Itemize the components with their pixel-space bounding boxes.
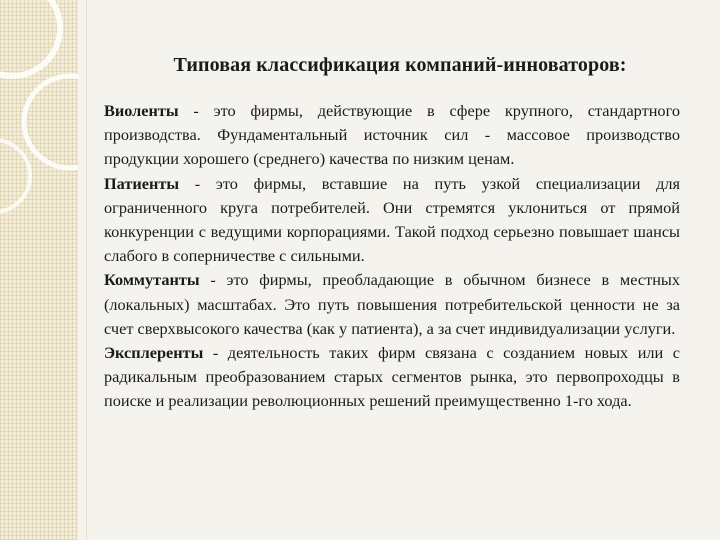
term-commutants: Коммутанты	[104, 270, 200, 290]
term-violents: Виоленты	[104, 101, 179, 120]
slide-title: Типовая классификация компаний-инноваторов:	[173, 54, 627, 76]
paragraph-patients	[104, 172, 680, 269]
term-explerents: Эксплеренты	[104, 343, 204, 363]
term-patients: Патиенты	[104, 173, 180, 193]
divider-line	[86, 0, 87, 540]
swirl-decoration-icon	[0, 0, 78, 540]
paragraph-explerents	[104, 341, 680, 414]
definition-explerents: - деятельность таких фирм связана с созданием новых или с радикальным преобразованием старых сегментов рынка, это первопроходцы в поиске и реализации революционных решений преимущественно 1-го хода.	[104, 343, 680, 411]
definition-patients: - это фирмы, вставшие на путь узкой специализации для ограниченного круга потребителей. Они стремятся уклониться от прямой конкуренции с ведущими корпорациями. Такой подход серьезно повышает шансы слабого в соперничестве с сильными.	[104, 173, 680, 266]
slide-content	[104, 99, 680, 414]
definition-commutants: - это фирмы, преобладающие в обычном бизнесе в местных (локальных) масштабах. Это путь повышения потребительской ценности не за счет сверхвысокого качества (как у патиента), а за счет индивидуализации услуги.	[104, 270, 680, 338]
decorative-side-panel	[0, 0, 78, 540]
definition-violents: - это фирмы, действующие в сфере крупного, стандартного производства. Фундаментальный источник сил - массовое производство продукции хорошего (среднего) качества по низким ценам.	[104, 101, 680, 169]
paragraph-violents	[104, 99, 680, 172]
paragraph-commutants	[104, 268, 680, 341]
